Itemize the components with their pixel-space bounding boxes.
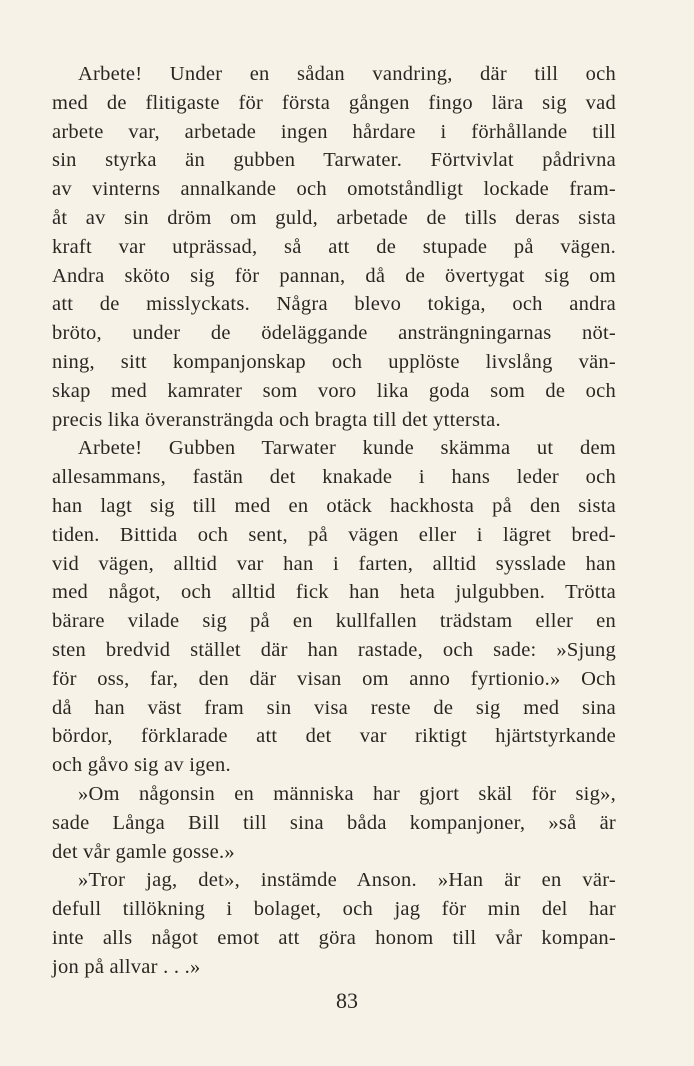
text-line: jon på allvar . . .» — [52, 955, 201, 978]
text-line: bördor, förklarade att det var riktigt hjärtstyrkande — [52, 725, 616, 748]
text-line: sade Långa Bill till sina båda kompanjoner, »så är — [52, 811, 616, 834]
text-line: bröto, under de ödeläggande ansträngningarnas nöt- — [52, 322, 616, 345]
text-line: bärare vilade sig på en kullfallen trädstam eller en — [52, 610, 616, 633]
text-line: kraft var utprässad, så att de stupade på vägen. — [52, 235, 616, 258]
book-page-text — [52, 60, 616, 982]
text-line: för oss, far, den där visan om anno fyrtionio.» Och — [52, 667, 616, 690]
text-line: tiden. Bittida och sent, på vägen eller i lägret bred- — [52, 523, 616, 546]
text-line: skap med kamrater som voro lika goda som de och — [52, 379, 616, 402]
text-line: Andra sköto sig för pannan, då de övertygat sig om — [52, 264, 616, 287]
text-line: sten bredvid stället där han rastade, och sade: »Sjung — [52, 638, 616, 661]
text-line: han lagt sig till med en otäck hackhosta på den sista — [52, 494, 616, 517]
text-line: vid vägen, alltid var han i farten, alltid sysslade han — [52, 552, 616, 575]
text-line: defull tillökning i bolaget, och jag för min del har — [52, 898, 616, 921]
text-line: av vinterns annalkande och omotståndligt lockade fram- — [52, 178, 616, 201]
text-line: då han väst fram sin visa reste de sig med sina — [52, 696, 616, 719]
text-line: Arbete! Under en sådan vandring, där till och — [78, 63, 616, 85]
text-line: »Om någonsin en människa har gjort skäl för sig», — [78, 782, 616, 805]
text-line: ning, sitt kompanjonskap och upplöste livslång vän- — [52, 350, 616, 373]
text-line: sin styrka än gubben Tarwater. Förtvivlat pådrivna — [52, 149, 616, 172]
text-line: åt av sin dröm om guld, arbetade de tills deras sista — [52, 206, 616, 229]
text-line: arbete var, arbetade ingen hårdare i förhållande till — [52, 120, 616, 143]
text-line: att de misslyckats. Några blevo tokiga, och andra — [52, 293, 616, 316]
text-line: Arbete! Gubben Tarwater kunde skämma ut dem — [78, 437, 616, 460]
text-line: med något, och alltid fick han heta julgubben. Trötta — [52, 581, 616, 604]
text-line: det vår gamle gosse.» — [52, 840, 235, 863]
text-line: allesammans, fastän det knakade i hans leder och — [52, 466, 616, 489]
text-line: precis lika överansträngda och bragta till det yttersta. — [52, 408, 501, 431]
text-line: och gåvo sig av igen. — [52, 754, 231, 777]
text-line: »Tror jag, det», instämde Anson. »Han är en vär- — [78, 869, 616, 892]
text-line: inte alls något emot att göra honom till vår kompan- — [52, 926, 616, 949]
page-number: 83 — [336, 988, 358, 1013]
text-line: med de flitigaste för första gången fingo lära sig vad — [52, 91, 616, 114]
